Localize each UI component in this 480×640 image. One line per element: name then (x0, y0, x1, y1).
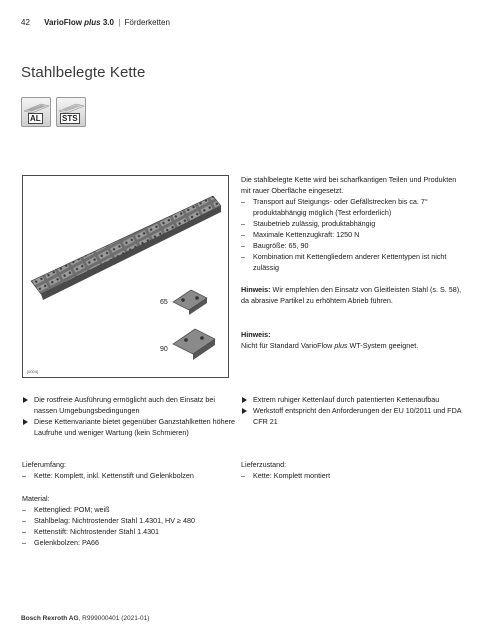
document-number: , R999000401 (2021-01) (78, 615, 150, 622)
material-badges (21, 97, 86, 127)
material-item: – Kettenglied: POM; weiß (22, 504, 262, 515)
benefits-left (22, 394, 237, 438)
hint-text: Nicht für Standard VarioFlow plus WT-System geeignet. (241, 341, 419, 350)
delivery-status (241, 459, 451, 481)
figure-code: [0004] (27, 369, 39, 374)
material-item: – Kettenstift: Nichtrostender Stahl 1.4301 (22, 526, 262, 537)
page-number: 42 (21, 18, 30, 27)
aluminium-profile-icon (21, 97, 51, 127)
description (241, 174, 463, 273)
chain-figure (22, 175, 229, 378)
badge-label-al: AL (30, 114, 41, 123)
status-label: Lieferzustand: (241, 460, 287, 469)
page-title: Stahlbelegte Kette (21, 64, 146, 81)
feature-item: – Transport auf Steigungs- oder Gefällstrecken bis ca. 7° produktabhängig möglich (Test erforderlich) (241, 196, 463, 218)
company-name: Bosch Rexroth AG (21, 615, 79, 622)
benefit-item: Die rostfreie Ausführung ermöglicht auch den Einsatz bei nassen Umgebungsbedingungen (22, 394, 237, 416)
benefits-right (241, 394, 463, 427)
delivery-label: Lieferumfang: (22, 460, 66, 469)
hint-wt-system (241, 329, 463, 351)
product-name: VarioFlow plus 3.0 (44, 18, 114, 27)
feature-item: – Staubetrieb zulässig, produktabhängig (241, 218, 463, 229)
hint-sliding-strips: Hinweis: Wir empfehlen den Einsatz von Gleitleisten Stahl (s. S. 58), da abrasive Partikel zu erhöhtem Abrieb führen. (241, 285, 462, 305)
feature-item: – Maximale Kettenzugkraft: 1250 N (241, 229, 463, 240)
status-item: – Kette: Komplett montiert (241, 470, 451, 481)
feature-item: – Baugröße: 65, 90 (241, 240, 463, 251)
chain-illustration (23, 176, 228, 377)
header-separator: | (118, 18, 121, 27)
hint-label: Hinweis: (241, 330, 271, 339)
scope-of-delivery (22, 459, 232, 481)
stainless-steel-profile-icon (56, 97, 86, 127)
delivery-item: – Kette: Komplett, inkl. Kettenstift und Gelenkbolzen (22, 470, 232, 481)
page-header (21, 18, 170, 27)
feature-item: – Kombination mit Kettengliedern anderer Kettentypen ist nicht zulässig (241, 251, 463, 273)
material-label: Material: (22, 494, 50, 503)
description-intro: Die stahlbelegte Kette wird bei scharfkantigen Teilen und Produkten mit rauer Oberfläche eingesetzt. (241, 175, 457, 195)
figure-label-90: 90 (160, 346, 168, 353)
benefit-item: Werkstoff entspricht den Anforderungen der EU 10/2011 und FDA CFR 21 (241, 405, 463, 427)
section-name: Förderketten (124, 18, 170, 27)
benefit-item: Diese Kettenvariante bietet gegenüber Ganzstahlketten höhere Laufruhe und weniger Wartung (kein Schmieren) (22, 416, 237, 438)
material-item: – Stahlbelag: Nichtrostender Stahl 1.4301, HV ≥ 480 (22, 515, 262, 526)
material-item: – Gelenkbolzen: PA66 (22, 537, 262, 548)
badge-label-sts: STS (62, 114, 78, 123)
page-footer (21, 615, 149, 622)
chain-link-90 (173, 329, 215, 360)
feature-list (241, 196, 463, 273)
figure-label-65: 65 (160, 299, 168, 306)
benefit-item: Extrem ruhiger Kettenlauf durch patentierten Kettenaufbau (241, 394, 463, 405)
chain-link-65 (173, 290, 207, 315)
material-spec (22, 493, 262, 548)
